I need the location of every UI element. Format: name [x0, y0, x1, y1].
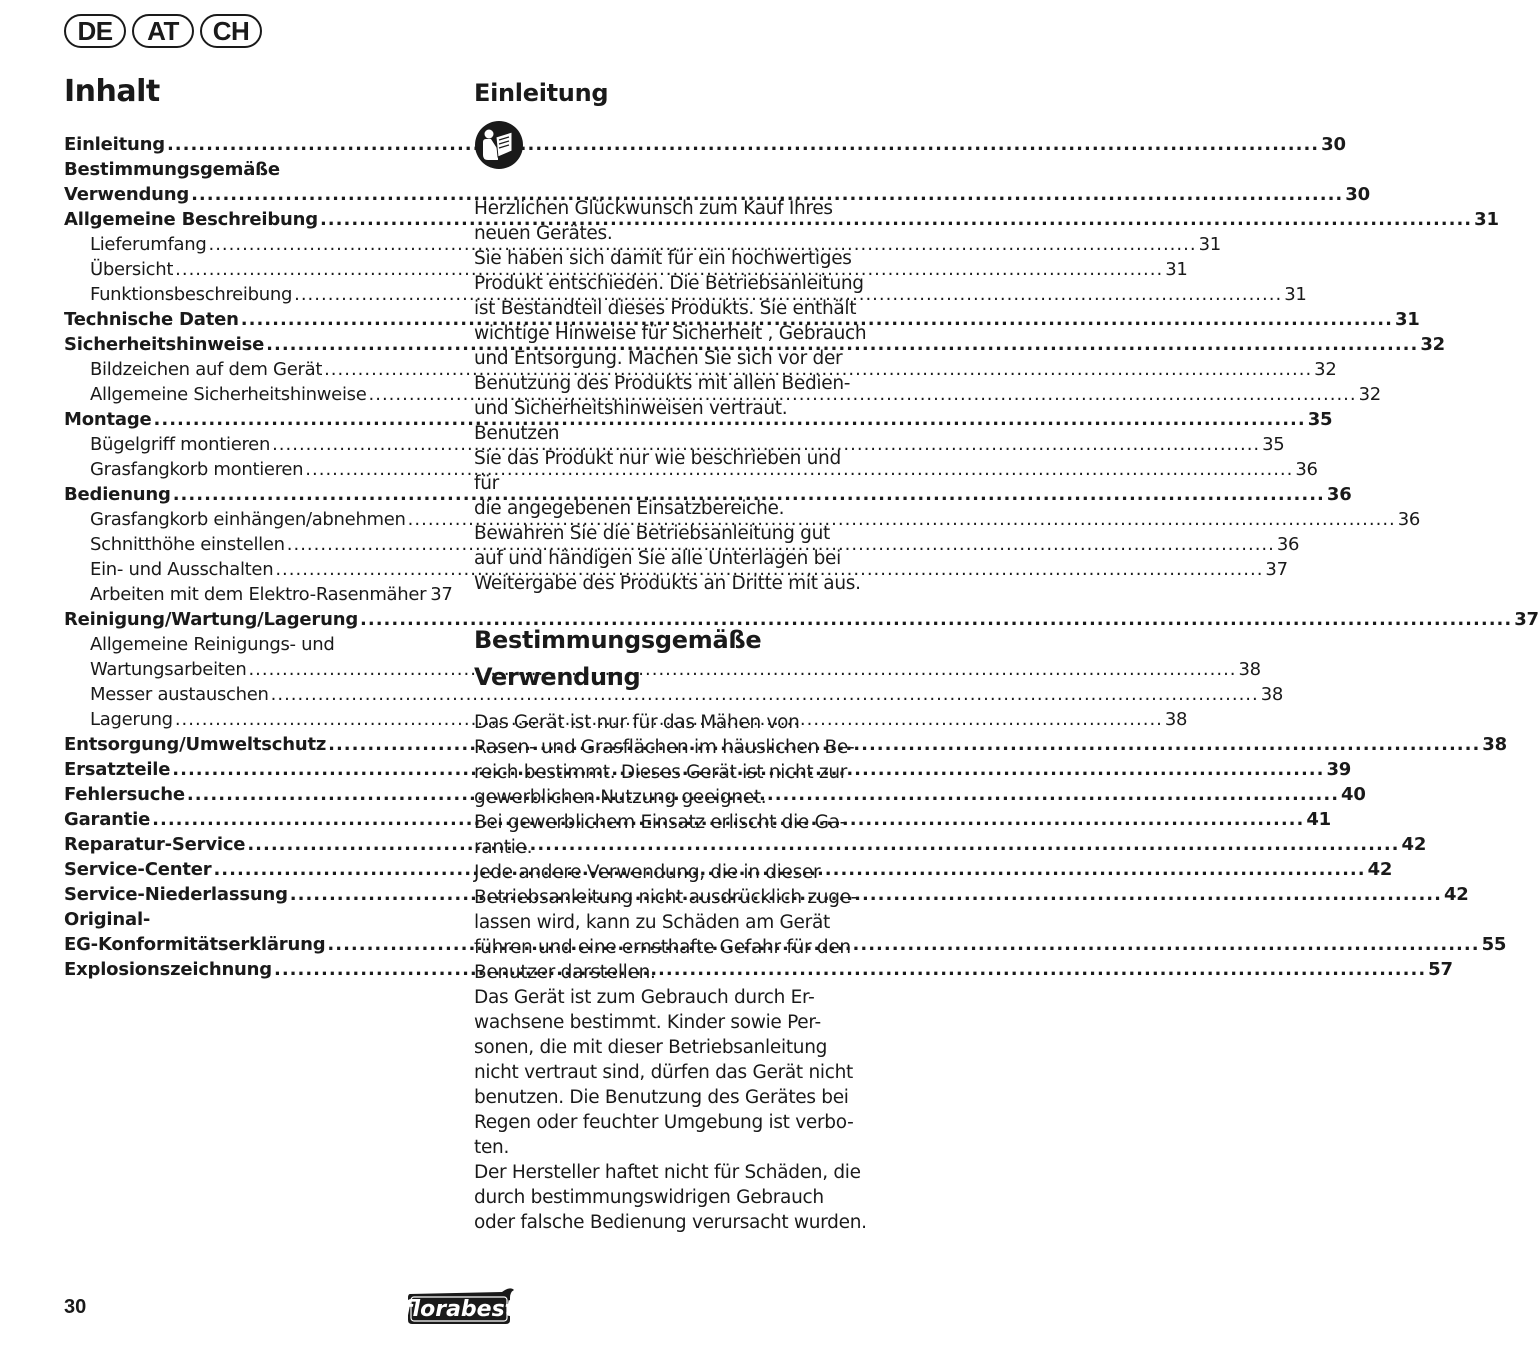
text-line: Weitergabe des Produkts an Dritte mit aus.	[474, 573, 861, 594]
text-line: benutzen. Die Benutzung des Gerätes bei	[474, 1087, 849, 1108]
toc-entry-page: 37	[430, 584, 453, 605]
toc-entry	[64, 632, 446, 657]
section-title-verwendung-line2: Verwendung	[474, 663, 641, 691]
toc-entry-page: 31	[1394, 309, 1420, 330]
toc-entry-text: Garantie	[64, 809, 151, 830]
country-badges	[64, 14, 262, 52]
text-line: die angegebenen Einsatzbereiche.	[474, 498, 785, 519]
text-line: führen und eine ernsthafte Gefahr für den	[474, 937, 851, 958]
toc-entry-page: 42	[1401, 834, 1427, 855]
toc-entry-text: Einleitung	[64, 134, 165, 155]
section-title-einleitung: Einleitung	[474, 79, 609, 107]
text-line: Bei gewerblichem Einsatz erlischt die Ga-	[474, 812, 847, 833]
toc-entry-page: 40	[1341, 784, 1366, 805]
toc-entry-text: Lieferumfang	[90, 234, 207, 255]
toc-entry-page: 57	[1428, 959, 1453, 980]
country-badge-de: DE	[64, 14, 126, 48]
text-line: lassen wird, kann zu Schäden am Gerät	[474, 912, 830, 933]
toc-entry	[64, 682, 1284, 707]
toc-entry-text: Bestimmungsgemäße	[64, 159, 280, 180]
toc-entry-text: Lagerung	[90, 709, 173, 730]
section-title-verwendung	[474, 622, 870, 696]
section-title-verwendung-line1: Bestimmungsgemäße	[474, 626, 762, 654]
toc-entry-text: Montage	[64, 409, 152, 430]
usage-paragraph	[474, 710, 870, 1235]
toc-entry-text: Allgemeine Reinigungs- und	[90, 634, 335, 655]
toc-entry-text: Übersicht	[90, 259, 174, 280]
text-line: reich bestimmt. Dieses Gerät ist nicht zur	[474, 762, 848, 783]
read-manual-icon	[474, 120, 524, 170]
text-line: Sie haben sich damit für ein hochwertiges	[474, 248, 852, 269]
text-line: Regen oder feuchter Umgebung ist verbo-	[474, 1112, 854, 1133]
toc-entry-page: 37	[1514, 609, 1539, 630]
toc-entry-page: 38	[1164, 709, 1188, 730]
toc-entry-page: 32	[1420, 334, 1445, 355]
toc-entry-text: Arbeiten mit dem Elektro-Rasenmäher	[90, 584, 427, 605]
toc-entry-page: 38	[1260, 684, 1284, 705]
toc-entry-text: Grasfangkorb montieren	[90, 459, 304, 480]
toc-entry-text: Entsorgung/Umweltschutz	[64, 734, 327, 755]
text-line: rantie.	[474, 837, 533, 858]
toc-entry-text: Grasfangkorb einhängen/abnehmen	[90, 509, 406, 530]
toc-entry-text: Allgemeine Sicherheitshinweise	[90, 384, 367, 405]
toc-entry-page: 36	[1397, 509, 1421, 530]
toc-entry-text: Service-Niederlassung	[64, 884, 288, 905]
toc-entry-page: 42	[1367, 859, 1393, 880]
text-line: wachsene bestimmt. Kinder sowie Per-	[474, 1012, 821, 1033]
toc-entry-text: Bildzeichen auf dem Gerät	[90, 359, 323, 380]
toc-entry-text: Service-Center	[64, 859, 212, 880]
toc-entry-page: 30	[1345, 184, 1370, 205]
toc-entry-page: 55	[1481, 934, 1507, 955]
text-line: sonen, die mit dieser Betriebsanleitung	[474, 1037, 828, 1058]
toc-entry-text: Technische Daten	[64, 309, 239, 330]
toc-entry-page: 35	[1307, 409, 1333, 430]
text-line: nicht vertraut sind, dürfen das Gerät nicht	[474, 1062, 853, 1083]
toc-entry-page: 31	[1165, 259, 1188, 280]
intro-paragraph	[474, 196, 870, 596]
toc-entry-page: 37	[1265, 559, 1288, 580]
toc-entry-page: 36	[1326, 484, 1352, 505]
toc-entry-page: 31	[1198, 234, 1221, 255]
logo-text: florabest	[402, 1297, 516, 1322]
intro-column	[474, 72, 870, 1235]
text-line: durch bestimmungswidrigen Gebrauch	[474, 1187, 824, 1208]
toc-entry	[64, 157, 446, 182]
toc-entry-page: 38	[1238, 659, 1261, 680]
toc-entry	[64, 132, 1346, 157]
toc-entry-page: 41	[1306, 809, 1331, 830]
toc-entry-page: 36	[1276, 534, 1300, 555]
text-line: Jede andere Verwendung, die in dieser	[474, 862, 821, 883]
toc-title: Inhalt	[64, 74, 160, 109]
text-line: ten.	[474, 1137, 510, 1158]
toc-entry-page: 31	[1284, 284, 1307, 305]
toc-entry-text: Funktionsbeschreibung	[90, 284, 293, 305]
toc-entry-page: 35	[1262, 434, 1285, 455]
text-line: neuen Gerätes.	[474, 223, 613, 244]
text-line: auf und händigen Sie alle Unterlagen bei	[474, 548, 841, 569]
toc-entry-text: Bügelgriff montieren	[90, 434, 271, 455]
toc-entry-page: 39	[1326, 759, 1352, 780]
country-badge-at: AT	[132, 14, 194, 48]
toc-entry-page: 42	[1443, 884, 1469, 905]
text-line: wichtige Hinweise für Sicherheit , Gebrauch	[474, 323, 867, 344]
toc-entry-text: Wartungsarbeiten	[90, 659, 247, 680]
toc-entry-text: Verwendung	[64, 184, 190, 205]
toc-entry	[64, 607, 1539, 632]
country-badge-ch: CH	[200, 14, 262, 48]
text-line: Herzlichen Glückwunsch zum Kauf Ihres	[474, 198, 833, 219]
toc-entry-page: 31	[1474, 209, 1499, 230]
toc-entry	[64, 907, 446, 932]
toc-entry-text: Reparatur-Service	[64, 834, 246, 855]
text-line: Rasen- und Grasflächen im häuslichen Be-	[474, 737, 855, 758]
text-line: Benutzer darstellen.	[474, 962, 656, 983]
text-line: Das Gerät ist nur für das Mähen von	[474, 712, 800, 733]
toc-entry-text: Ein- und Ausschalten	[90, 559, 274, 580]
toc-entry	[64, 432, 1285, 457]
toc-entry-text: Messer austauschen	[90, 684, 269, 705]
text-line: und Entsorgung. Machen Sie sich vor der	[474, 348, 843, 369]
toc-entry-page: 36	[1295, 459, 1318, 480]
toc-entry	[64, 182, 1370, 207]
toc-entry-text: Ersatzteile	[64, 759, 171, 780]
toc-entry-text: Bedienung	[64, 484, 171, 505]
toc-entry-text: Original-	[64, 909, 151, 930]
text-line: oder falsche Bedienung verursacht wurden.	[474, 1212, 867, 1233]
text-line: gewerblichen Nutzung geeignet.	[474, 787, 767, 808]
toc-entry-text: EG-Konformitätserklärung	[64, 934, 326, 955]
text-line: Das Gerät ist zum Gebrauch durch Er-	[474, 987, 815, 1008]
text-line: Betriebsanleitung nicht ausdrücklich zuge-	[474, 887, 858, 908]
text-line: und Sicherheitshinweisen vertraut. Benutzen	[474, 398, 788, 444]
toc-entry	[64, 482, 1352, 507]
florabest-logo	[402, 1284, 516, 1326]
text-line: ist Bestandteil dieses Produkts. Sie enthält	[474, 298, 857, 319]
toc-entry-text: Allgemeine Beschreibung	[64, 209, 318, 230]
toc-entry-page: 30	[1321, 134, 1346, 155]
toc-entry-text: Schnitthöhe einstellen	[90, 534, 285, 555]
toc-entry-text: Fehlersuche	[64, 784, 185, 805]
toc-entry	[64, 582, 453, 607]
text-line: Der Hersteller haftet nicht für Schäden, die	[474, 1162, 861, 1183]
toc-entry-page: 32	[1314, 359, 1337, 380]
text-line: Bewahren Sie die Betriebsanleitung gut	[474, 523, 830, 544]
text-line: Produkt entschieden. Die Betriebsanleitung	[474, 273, 864, 294]
toc-entry-text: Sicherheitshinweise	[64, 334, 265, 355]
toc-entry-page: 32	[1358, 384, 1381, 405]
toc-entry-page: 38	[1482, 734, 1507, 755]
text-line: Sie das Produkt nur wie beschrieben und für	[474, 448, 841, 494]
toc-entry-text: Reinigung/Wartung/Lagerung	[64, 609, 359, 630]
toc-entry-text: Explosionszeichnung	[64, 959, 272, 980]
text-line: Benutzung des Produkts mit allen Bedien-	[474, 373, 851, 394]
page-number: 30	[64, 1296, 87, 1318]
